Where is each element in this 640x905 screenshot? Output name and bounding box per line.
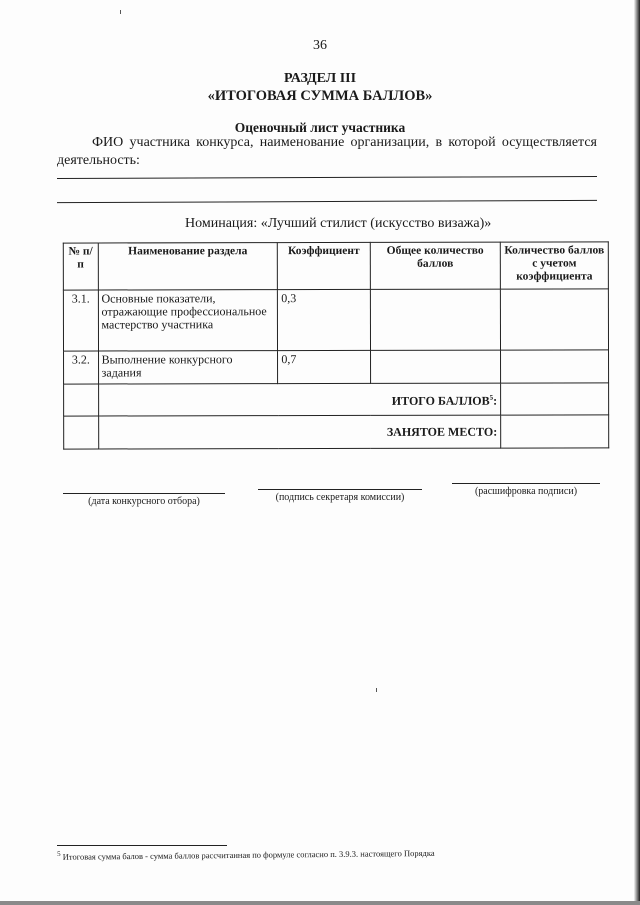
nomination-line: Номинация: «Лучший стилист (искусство визажа)» — [185, 216, 492, 231]
place-row — [64, 415, 609, 449]
header-number: № п/п — [63, 243, 98, 290]
signature-decoding-line — [452, 483, 600, 484]
row-weighted-points-cell — [500, 289, 608, 350]
intro-text-line-1: ФИО участника конкурса, наименование организации, в которой осуществляется — [92, 135, 597, 150]
row-weighted-points-cell — [501, 350, 609, 383]
intro-text-line-2: деятельность: — [57, 153, 140, 168]
fill-in-line-2 — [57, 200, 597, 203]
scan-edge-bottom — [0, 901, 640, 905]
score-table — [63, 241, 609, 449]
row-section-name: Выполнение конкурсного задания — [98, 351, 278, 384]
signature-date — [63, 493, 225, 507]
place-label: ЗАНЯТОЕ МЕСТО: — [98, 415, 500, 449]
scan-speck — [120, 10, 121, 14]
scan-edge-right — [634, 0, 640, 905]
place-row-number-cell — [64, 416, 99, 449]
table-row — [63, 289, 608, 351]
footnote-text: Итоговая сумма балов - сумма баллов рассчитанная по формуле согласно п. 3.9.3. настоящего Порядка — [60, 847, 435, 862]
signature-secretary-line — [258, 489, 422, 490]
fill-in-line-1 — [57, 176, 597, 179]
total-points-label-colon: : — [493, 393, 498, 408]
header-coefficient: Коэффициент — [278, 242, 371, 289]
page-number: 36 — [313, 38, 327, 53]
signature-date-line — [63, 493, 225, 494]
sheet-title: Оценочный лист участника — [234, 120, 406, 135]
footnote-mark: 5 — [57, 849, 61, 858]
total-points-label-text: ИТОГО БАЛЛОВ — [391, 393, 490, 408]
section-subtitle: «ИТОГОВАЯ СУММА БАЛЛОВ» — [207, 88, 433, 104]
row-section-name: Основные показатели, отражающие профессиональное мастерство участника — [98, 290, 278, 351]
row-number: 3.2. — [64, 351, 99, 384]
scan-speck — [376, 688, 377, 692]
signature-secretary — [258, 489, 422, 503]
header-total-points: Общее количество баллов — [370, 242, 500, 289]
signature-decoding-caption: (расшифровка подписи) — [474, 486, 578, 497]
row-number: 3.1. — [63, 290, 98, 351]
footnote-rule — [57, 845, 227, 846]
place-value-cell — [501, 415, 609, 448]
table-row — [64, 350, 609, 384]
total-row — [64, 383, 609, 416]
row-coefficient: 0,7 — [278, 350, 370, 383]
header-section-name: Наименование раздела — [98, 243, 278, 290]
total-points-value-cell — [501, 383, 609, 415]
signature-secretary-caption: (подпись секретаря комиссии) — [275, 492, 405, 503]
row-total-points-cell — [370, 350, 500, 383]
row-total-points-cell — [370, 289, 500, 350]
footnote — [57, 846, 435, 862]
section-title: РАЗДЕЛ III — [283, 71, 357, 86]
table-header-row — [63, 242, 608, 290]
signature-date-caption: (дата конкурсного отбора) — [88, 496, 200, 507]
total-points-footnote-mark: 5 — [489, 393, 494, 402]
row-coefficient: 0,3 — [278, 289, 371, 350]
total-points-label — [98, 383, 500, 416]
total-row-number-cell — [64, 384, 99, 416]
header-weighted-points: Количество баллов с учетом коэффициента — [500, 242, 608, 289]
signature-decoding — [452, 483, 600, 497]
